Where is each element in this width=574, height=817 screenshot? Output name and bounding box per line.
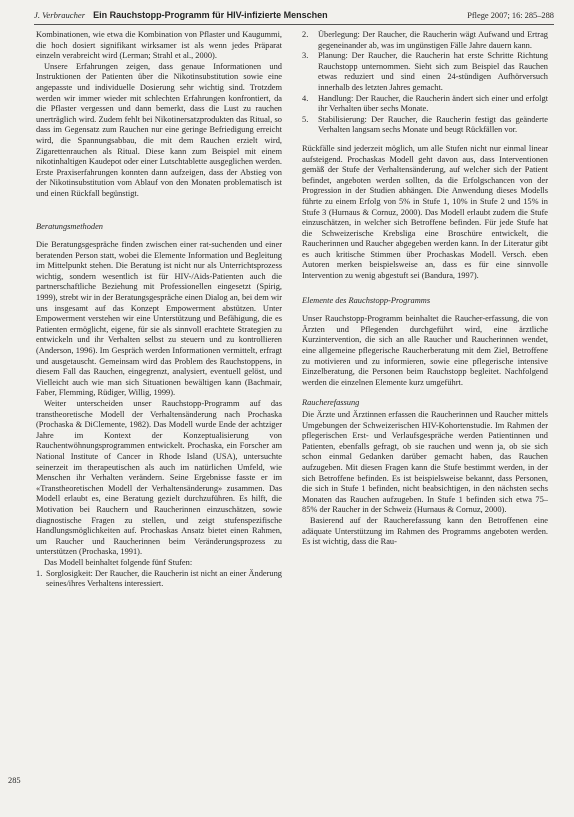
paragraph: Die Beratungsgespräche finden zwischen einer rat-suchenden und einer beratenden Person statt, wobei die Elemente Information und Begleitung im Mittelpunkt stehen. Die Beratung ist nicht nur als Unterrichtsprozess wichtig, sondern wesentlich ist für HIV-/Aids-Patienten auch die partnerschaftliche Beziehung mit Professionellen eingesetzt (Spirig, 1999), strebt wir in der Beratungsgespräche einen Dialog an, bei dem wir uns insgesamt auf das Konzept Empowerment abstützen. Unter Empowerment verstehen wir eine Unterstützung und Befähigung, die es Patienten ermöglicht, eigene, für sie als sinnvoll erachtete Strategien zu entwickeln und ihr Verhalten selbst zu steuern und zu kontrollieren (Anderson, 1996). Im Gespräch werden Informationen vermittelt, erfragt und ausgetauscht. Gemeinsam wird das Problem des Rauchstoppens, in diesem Fall das Rauchen, eingegrenzt, analysiert, eventuell gelöst, und Vielleicht auch wie man sich Situationen bewältigen kann (Bachmair, Faber, Flemming, Rüdiger, Willig, 1999). (36, 240, 282, 398)
stage-list (36, 569, 282, 590)
list-text: Handlung: Der Raucher, die Raucherin ändert sich einer und erfolgt ihr Verhalten über sechs Monate. (318, 93, 548, 114)
stage-list (302, 30, 548, 136)
list-number: 4. (302, 93, 309, 103)
running-title: Ein Rauchstopp-Programm für HIV-infizierte Menschen (93, 10, 328, 20)
paragraph: Rückfälle sind jederzeit möglich, um alle Stufen nicht nur einmal linear aufsteigend. Prochaskas Modell geht davon aus, dass Interventionen gemäß der Stufe der Verhaltensänderung, auf welcher sich der Patient befindet, angeboten werden sollten, da die Erfolgschancen von der Progression in der Studien abhängen. Die Anwendung dieses Modells führte zu einem Erfolg von 5% in Stufe 1, 10% in Stufe 2 und 15% in Stufe 3 (Hurnaus & Cornuz, 2000). Das Modell erlaubt zudem die Stufe einzuschätzen, in welcher sich Betroffene befinden. Für jede Stufe hat die Schweizerische Krebsliga eine Broschüre entwickelt, die Raucherinnen und Raucher abgegeben werden kann. In der Literatur gibt es auch kritische Stimmen über Prochaskas Modell. Versch. eben Autoren merken beispielsweise an, dass es für eine sinnvolle Intervention zu wenig abgestuft sei (Bandura, 1997). (302, 143, 548, 281)
list-number: 3. (302, 51, 309, 61)
paragraph: Unser Rauchstopp-Programm beinhaltet die Raucher-erfassung, die von Ärzten und Pflegenden durchgeführt wird, eine ärztliche Kurzintervention, die sich an alle Raucher und Raucherinnen wendet, eine allgemeine pflegerische Raucherberatung mit dem Ziel, Betroffene zu motivieren und zu informieren, sowie eine pflegerische intensive Einzelberatung, die Personen beim Rauchstopp begleitet. Nachfolgend werden die einzelnen Elemente kurz umgeführt. (302, 314, 548, 387)
paragraph: Die Ärzte und Ärztinnen erfassen die Raucherinnen und Raucher mittels Umgebungen der Schweizerischen HIV-Kohortenstudie. Im Rahmen der pflegerischen Erst- und Verlaufsgespräche werden Patientinnen und Patienten, ebenfalls gefragt, ob sie rauchen und wenn ja, ob sie sich schon einmal Gedanken darüber gemacht haben, das Rauchen aufzugeben. Mit diesen Fragen kann die Stufe bestimmt werden, in der sich Betroffene befinden. Es ist beispielsweise bekannt, dass Personen, die sich in Stufe 1 befinden, nicht beabsichtigen, in den nächsten sechs Monaten das Rauchen aufzugeben. In Stufe 1 befinden sich etwa 75–85% der Raucher in der Schweiz (Hurnaus & Cornuz, 2000). (302, 410, 548, 515)
subsection-heading: Raucherefassung (302, 398, 360, 408)
left-column (36, 30, 282, 590)
paragraph: Das Modell beinhaltet folgende fünf Stufen: (44, 557, 193, 567)
section-heading: Beratungsmethoden (36, 221, 103, 231)
list-item (302, 94, 548, 115)
right-column (302, 30, 548, 548)
spacer (302, 136, 548, 144)
list-number: 5. (302, 114, 309, 124)
page-number: 285 (8, 776, 21, 785)
list-item (36, 569, 282, 590)
list-text: Planung: Der Raucher, die Raucherin hat erste Schritte Richtung Rauchstopp unternommen. Sieht sich zum Beispiel das Rauchen etwas reduziert und sind einen 24-stündigen Aufhörversuch innerhalb des letzten Jahres gemacht. (318, 51, 548, 92)
list-text: Stabilisierung: Der Raucher, die Raucherin festigt das geänderte Verhalten langsam sechs Monate und beugt Rückfällen vor. (318, 114, 548, 135)
header-rule (34, 24, 554, 25)
section-heading: Elemente des Rauchstopp-Programms (302, 295, 431, 305)
list-number: 2. (302, 30, 309, 39)
journal-name: J. Verbraucher (34, 10, 86, 20)
paragraph: Basierend auf der Raucherefassung kann den Betroffenen eine adäquate Unterstützung im Rahmen des Programms angeboten werden. Es ist wichtig, dass die Rau- (302, 515, 548, 547)
running-header (34, 6, 554, 24)
paragraph: Weiter unterscheiden unser Rauchstopp-Programm auf das transtheoretische Modell der Verhaltensänderung nach Prochaska (Prochaska & DiClemente, 1982). Das Modell wurde Ende der achtziger Jahre im Kontext der Konzeptualisierung von Rauchentwöhnungsprogrammen entwickelt. Prochaska, ein Forscher am National Institute of Cancer in Rhode Island (USA), untersuchte seinerzeit im therapeutischen als auch im natürlichen Umfeld, wie Menschen ihr Verhalten verändern. Seine Ergebnisse fasste er im «Transtheoretischen Modell der Verhaltensänderung» zusammen. Das Modell erlaubt es, eine Beratung gezielt durchzuführen. Es hilft, die Motivation bei Rauchern und Raucherinnen einzuschätzen, sowie diagnostische Fragen zu stellen, und zeigt stufenspezifische Handlungsmöglichkeiten auf. Prochaskas Ansatz bietet einen Rahmen, um Raucher und Raucherinnen beim Veränderungsprozess zu unterstützen (Prochaska, 1991). (36, 399, 282, 557)
list-number: 1. (36, 568, 43, 578)
list-item (302, 51, 548, 93)
list-item (302, 30, 548, 51)
list-text: Überlegung: Der Raucher, die Raucherin wägt Aufwand und Ertrag gegeneinander ab, was im ungünstigen Fälle Jahre dauern kann. (318, 30, 548, 50)
paragraph: Kombinationen, wie etwa die Kombination von Pflaster und Kaugummi, die hoch dosiert signifikant wirksamer ist als wenn jedes Präparat einzeln verabreicht wird (Lerman; Strahl et al., 2000). (36, 30, 282, 61)
list-text: Sorglosigkeit: Der Raucher, die Raucherin ist nicht an einer Änderung seines/ihres Verhaltens interessiert. (46, 568, 282, 589)
paragraph: Unsere Erfahrungen zeigen, dass genaue Informationen und Instruktionen der Patienten über die Nikotinsubstitution sowie eine angepasste und individuelle Dosierung sehr wichtig sind. Trotzdem werden wir immer wieder mit schlechten Erfahrungen konfrontiert, da die Pflaster vergessen und dann bemerkt, dass die Lust zu rauchen unerträglich wird. Zudem fehlt bei Nikotinersatzprodukten das Ritual, so dass im Gegensatz zum Rauchen nur eine geringe Befriedigung erreicht wird, die Spannungsabbau, die mit dem Rauchen erzielt wird, Zigarettenrauchen als Ritual. Diese kann zum Beispiel mit einem nikotinhaltigen Kaudepot oder einer Lutschtablette ausgeglichen werden. Erste Praxiserfahrungen konnten dann aufzeigen, dass der Abstieg von der Nikotinsubstitution vom Ablauf von den Monaten problematisch ist und einen Rückfall begünstigt. (36, 61, 282, 198)
list-item (302, 115, 548, 136)
spacer (36, 200, 282, 208)
issue-info: Pflege 2007; 16: 285–288 (467, 10, 554, 20)
